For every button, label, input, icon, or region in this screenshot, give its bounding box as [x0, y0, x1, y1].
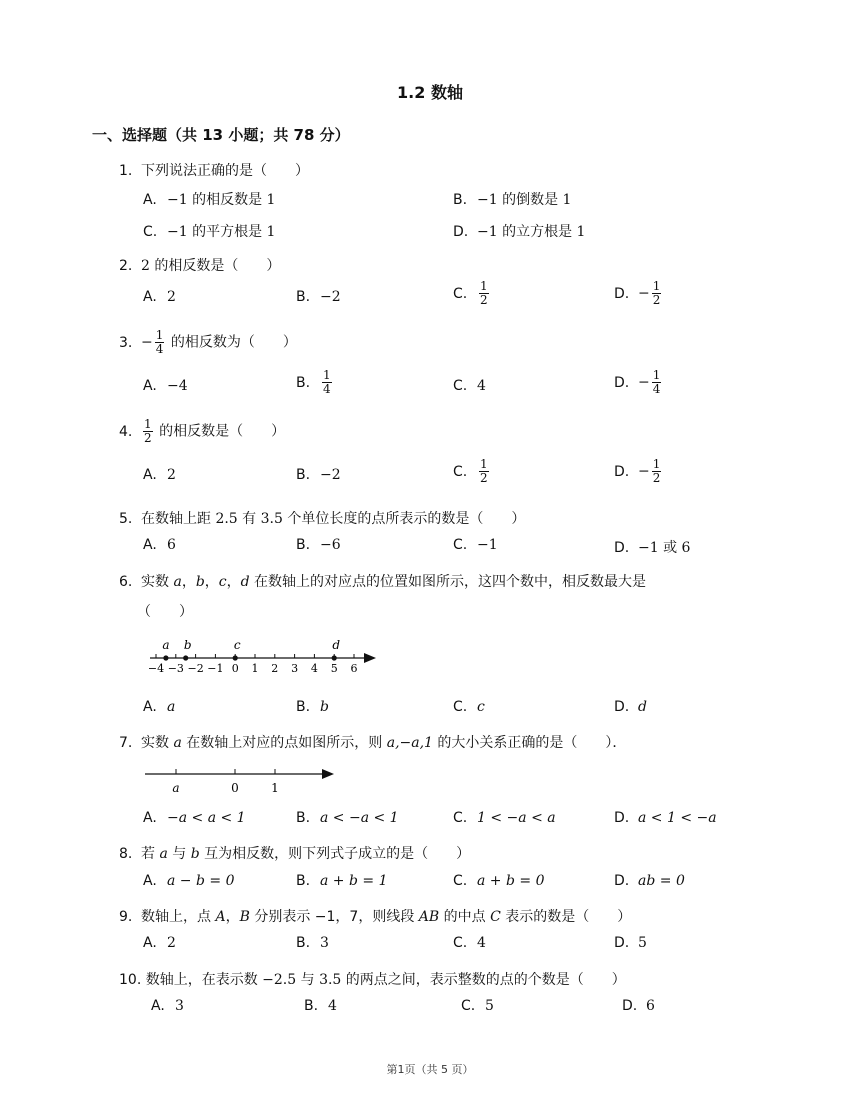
q5-option-a[interactable]: A. 6 — [143, 537, 176, 553]
q4-option-a[interactable]: A. 2 — [143, 467, 176, 483]
question-10: 10. 数轴上，在表示数 −2.5 与 3.5 的两点之间，表示整数的点的个数是（ ） — [119, 972, 626, 988]
label-1: 1 — [271, 781, 279, 795]
tick-label: 3 — [291, 662, 299, 675]
page-title: 1.2 数轴 — [397, 83, 463, 102]
question-4: 4. $\frac{1}{2}$ 的相反数是（ ） — [119, 417, 286, 445]
tick-label: −4 — [147, 662, 165, 675]
question-3: 3. − $\frac{1}{4}$ 的相反数为（ ） — [119, 328, 297, 356]
q9-option-c[interactable]: C. 4 — [453, 935, 486, 951]
fraction: $\frac{1}{2}$ — [144, 417, 152, 445]
q6-option-b[interactable]: B. b — [296, 699, 329, 715]
q7-option-c[interactable]: C. 1 < −a < a — [453, 810, 556, 826]
fraction: $\frac{1}{4}$ — [652, 368, 661, 396]
q8-option-b[interactable]: B. a + b = 1 — [296, 873, 388, 889]
q4-option-d[interactable]: D. − $\frac{1}{2}$ — [614, 457, 661, 485]
point-c — [233, 655, 238, 660]
arrow-head — [364, 653, 376, 663]
fraction: $\frac{1}{2}$ — [480, 279, 488, 307]
q6-option-d[interactable]: D. d — [614, 699, 647, 715]
q1-option-b[interactable]: B. −1 的倒数是 1 — [453, 192, 572, 208]
page-footer: 第1页（共 5 页） — [386, 1063, 474, 1076]
point-label: d — [332, 638, 341, 652]
arrow-head — [322, 769, 334, 779]
fraction: $\frac{1}{2}$ — [480, 457, 488, 485]
point-d — [332, 655, 337, 660]
tick-label: 6 — [350, 662, 358, 675]
q7-option-d[interactable]: D. a < 1 < −a — [614, 810, 717, 826]
number-line-figure-7 — [140, 760, 340, 796]
fraction: $\frac{1}{4}$ — [323, 368, 331, 396]
q5-option-c[interactable]: C. −1 — [453, 537, 498, 553]
fraction: $\frac{1}{2}$ — [652, 279, 661, 307]
q2-option-a[interactable]: A. 2 — [143, 289, 176, 305]
q9-option-a[interactable]: A. 2 — [143, 935, 176, 951]
q10-option-b[interactable]: B. 4 — [304, 998, 337, 1014]
tick-label: 5 — [330, 662, 338, 675]
question-6-line2: （ ） — [137, 604, 193, 620]
q8-option-a[interactable]: A. a − b = 0 — [143, 873, 235, 889]
q4-option-b[interactable]: B. −2 — [296, 467, 341, 483]
q8-option-d[interactable]: D. ab = 0 — [614, 873, 685, 889]
tick-label: 4 — [310, 662, 318, 675]
question-2: 2. 2 的相反数是（ ） — [119, 258, 281, 274]
q9-option-b[interactable]: B. 3 — [296, 935, 329, 951]
fraction: $\frac{1}{4}$ — [155, 328, 164, 356]
q10-option-a[interactable]: A. 3 — [151, 998, 184, 1014]
point-label: b — [183, 638, 192, 652]
question-1: 1. 下列说法正确的是（ ） — [119, 163, 309, 179]
tick-label: 1 — [251, 662, 259, 675]
q5-option-b[interactable]: B. −6 — [296, 537, 341, 553]
fraction: $\frac{1}{2}$ — [652, 457, 661, 485]
q2-option-b[interactable]: B. −2 — [296, 289, 341, 305]
number-line-figure-6 — [140, 630, 390, 680]
question-5: 5. 在数轴上距 2.5 有 3.5 个单位长度的点所表示的数是（ ） — [119, 511, 526, 527]
q1-option-d[interactable]: D. −1 的立方根是 1 — [453, 224, 586, 240]
section-heading: 一、选择题（共 13 小题；共 78 分） — [92, 126, 350, 144]
tick-label: 2 — [271, 662, 279, 675]
point-a — [163, 655, 168, 660]
question-8: 8. 若 a 与 b 互为相反数，则下列式子成立的是（ ） — [119, 846, 471, 862]
q2-option-c[interactable]: C. $\frac{1}{2}$ — [453, 279, 488, 307]
q7-option-a[interactable]: A. −a < a < 1 — [143, 810, 246, 826]
point-label: a — [162, 638, 170, 652]
tick-label: −2 — [187, 662, 204, 675]
q2-option-d[interactable]: D. − $\frac{1}{2}$ — [614, 279, 661, 307]
q1-option-c[interactable]: C. −1 的平方根是 1 — [143, 224, 276, 240]
label-0: 0 — [231, 781, 239, 795]
q1-option-a[interactable]: A. −1 的相反数是 1 — [143, 192, 276, 208]
q4-option-c[interactable]: C. $\frac{1}{2}$ — [453, 457, 488, 485]
question-6: 6. 实数 a，b，c，d 在数轴上的对应点的位置如图所示，这四个数中，相反数最大是 — [119, 574, 647, 590]
q3-option-b[interactable]: B. $\frac{1}{4}$ — [296, 368, 331, 396]
point-b — [183, 655, 188, 660]
q7-option-b[interactable]: B. a < −a < 1 — [296, 810, 399, 826]
q8-option-c[interactable]: C. a + b = 0 — [453, 873, 545, 889]
tick-label: −3 — [167, 662, 184, 675]
q3-option-c[interactable]: C. 4 — [453, 378, 486, 394]
tick-label: −1 — [207, 662, 224, 675]
question-9: 9. 数轴上，点 A，B 分别表示 −1，7，则线段 AB 的中点 C 表示的数是（ ） — [119, 909, 632, 925]
q10-option-d[interactable]: D. 6 — [622, 998, 655, 1014]
q10-option-c[interactable]: C. 5 — [461, 998, 494, 1014]
q9-option-d[interactable]: D. 5 — [614, 935, 647, 951]
question-7: 7. 实数 a 在数轴上对应的点如图所示，则 a,−a,1 的大小关系正确的是（ ）． — [119, 735, 627, 751]
q6-option-a[interactable]: A. a — [143, 699, 176, 715]
q3-option-d[interactable]: D. − $\frac{1}{4}$ — [614, 368, 661, 396]
q6-option-c[interactable]: C. c — [453, 699, 485, 715]
point-label: c — [233, 638, 241, 652]
tick-label: 0 — [231, 662, 239, 675]
label-a: a — [172, 781, 180, 795]
q5-option-d[interactable]: D. −1 或 6 — [614, 540, 691, 556]
q3-option-a[interactable]: A. −4 — [143, 378, 188, 394]
